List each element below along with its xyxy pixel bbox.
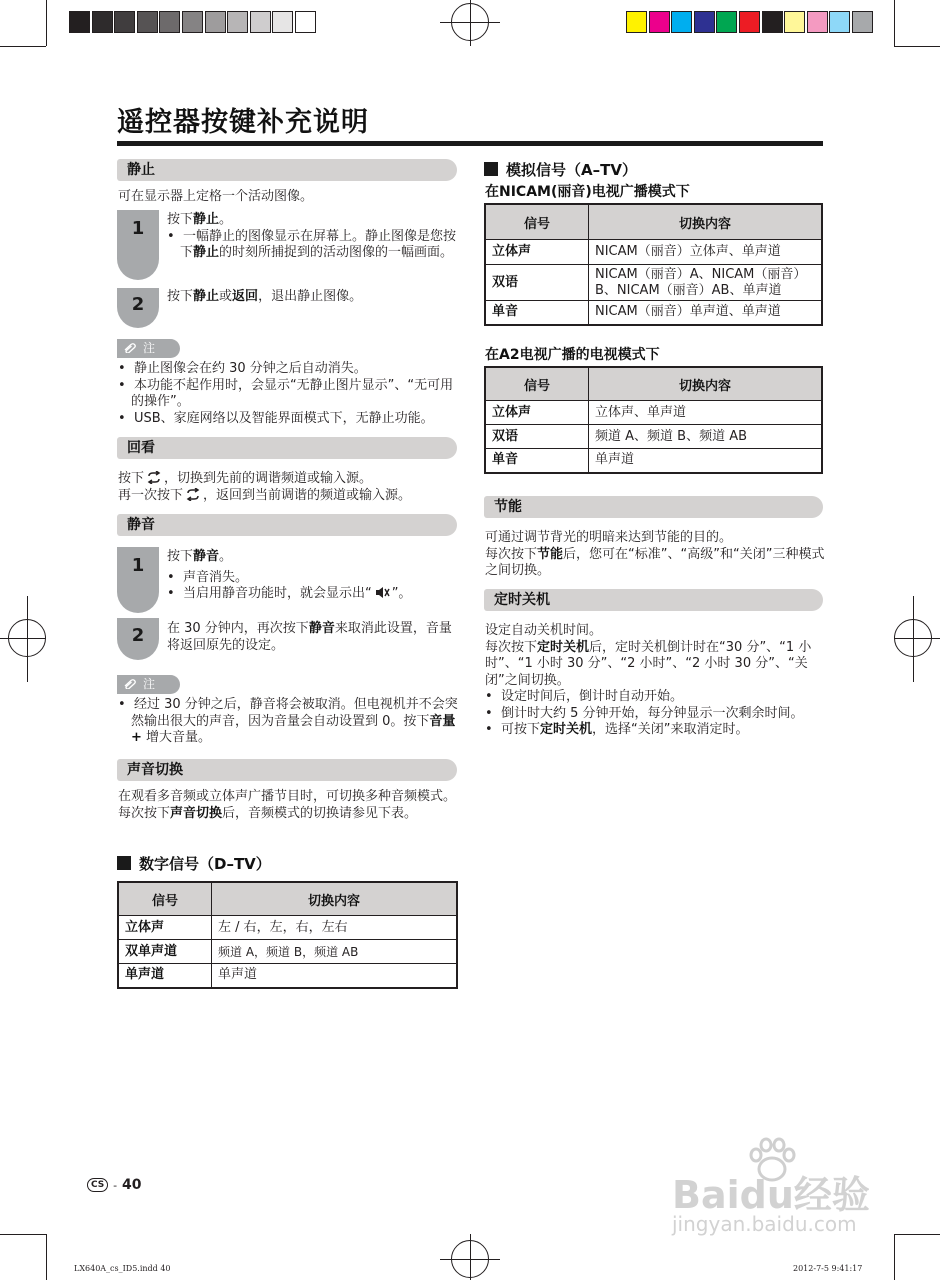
table-row <box>485 401 822 425</box>
freeze-note-item: • USB、家庭网络以及智能界面模式下，无静止功能。 <box>118 410 434 426</box>
section-freeze-heading: 静止 <box>117 159 457 181</box>
flashback-icon <box>146 471 162 484</box>
table-row <box>485 449 822 473</box>
freeze-step2-text: 按下静止或返回，退出静止图像。 <box>167 289 363 304</box>
color-swatch <box>829 11 850 33</box>
freeze-note-item: • 静止图像会在约 30 分钟之后自动消失。 <box>118 361 367 376</box>
table-cell: 单声道 <box>589 449 823 473</box>
gray-swatch <box>205 11 226 33</box>
dtv-heading: 数字信号（D–TV） <box>117 853 271 874</box>
section-flashback-heading: 回看 <box>117 437 457 459</box>
sleep-bullet: • 可按下定时关机，选择“关闭”来取消定时。 <box>485 722 749 737</box>
table-cell: 单声道 <box>212 964 458 988</box>
gray-swatch <box>182 11 203 33</box>
table-header: 切换内容 <box>589 204 823 240</box>
table-cell: 单声道 <box>118 964 212 988</box>
paperclip-icon <box>123 679 137 689</box>
table-row <box>118 916 457 940</box>
mute-note-item: • 经过 30 分钟之后，静音将会被取消。但电视机并不会突然输出很大的声音，因为音量会自动设置到 0。按下音量 + 增大音量。 <box>118 697 458 745</box>
watermark-url: jingyan.baidu.com <box>672 1212 857 1236</box>
freeze-intro: 可在显示器上定格一个活动图像。 <box>118 189 314 204</box>
dtv-table <box>117 881 458 989</box>
print-timestamp: 2012-7-5 9:41:17 <box>793 1264 863 1273</box>
table-cell: 频道 A，频道 B，频道 AB <box>212 940 458 964</box>
table-header: 信号 <box>485 204 589 240</box>
table-cell: NICAM（丽音）立体声、单声道 <box>589 240 823 265</box>
flashback-icon <box>185 488 201 501</box>
audio-text: 在观看多音频或立体声广播节目时，可切换多种音频模式。 每次按下声音切换后，音频模式的切换请参见下表。 <box>118 789 457 821</box>
atv-heading: 模拟信号（A–TV） <box>484 159 637 180</box>
mute-note-tab: 注 <box>117 675 180 694</box>
mute-step1-number: 1 <box>117 547 159 613</box>
color-swatch <box>716 11 737 33</box>
color-swatch <box>739 11 760 33</box>
table-row <box>118 940 457 964</box>
gray-swatch <box>114 11 135 33</box>
gray-swatch <box>227 11 248 33</box>
gray-swatch <box>272 11 293 33</box>
table-cell: 双单声道 <box>118 940 212 964</box>
table-row <box>485 240 822 265</box>
square-bullet-icon <box>484 162 498 176</box>
page-number: 40 <box>122 1177 142 1193</box>
color-swatch <box>784 11 805 33</box>
mute-note <box>118 697 458 747</box>
table-cell: 单音 <box>485 301 589 325</box>
section-sleep-timer-heading: 定时关机 <box>484 589 823 611</box>
table-cell: 立体声 <box>118 916 212 940</box>
table-row <box>485 265 822 301</box>
color-swatch <box>649 11 670 33</box>
mute-step1-bullet: • 当启用静音功能时，就会显示出“ ”。 <box>167 586 412 601</box>
color-swatch <box>852 11 873 33</box>
flashback-text: 按下 ，切换到先前的调谐频道或输入源。 再一次按下 ，返回到当前调谐的频道或输入源。 <box>118 471 412 503</box>
table-cell: 双语 <box>485 425 589 449</box>
table-cell: 单音 <box>485 449 589 473</box>
color-swatch <box>762 11 783 33</box>
table-header: 切换内容 <box>212 882 458 916</box>
table-row <box>485 301 822 325</box>
table-row <box>118 964 457 988</box>
table-cell: 立体声、单声道 <box>589 401 823 425</box>
sleep-bullet: • 设定时间后，倒计时自动开始。 <box>485 689 683 704</box>
freeze-step1-bullet: • 一幅静止的图像显示在屏幕上。静止图像是您按下静止的时刻所捕捉到的活动图像的一幅画面。 <box>167 228 456 260</box>
page-title: 遥控器按键补充说明 <box>117 107 369 138</box>
table-header: 切换内容 <box>589 367 823 401</box>
paperclip-icon <box>123 343 137 353</box>
gray-swatch <box>295 11 316 33</box>
sleep-bullet: • 倒计时大约 5 分钟开始，每分钟显示一次剩余时间。 <box>485 705 804 721</box>
nicam-table <box>484 203 823 326</box>
square-bullet-icon <box>117 856 131 870</box>
page-number-block <box>87 1177 141 1193</box>
gray-swatch <box>137 11 158 33</box>
table-cell: NICAM（丽音）单声道、单声道 <box>589 301 823 325</box>
section-audio-heading: 声音切换 <box>117 759 457 781</box>
mute-step2-number: 2 <box>117 618 159 660</box>
nicam-heading: 在NICAM(丽音)电视广播模式下 <box>485 184 690 200</box>
section-mute-heading: 静音 <box>117 514 457 536</box>
section-power-save-heading: 节能 <box>484 496 823 518</box>
gray-swatch <box>159 11 180 33</box>
color-swatch <box>626 11 647 33</box>
mute-step1-bullet: • 声音消失。 <box>167 569 248 585</box>
mute-icon <box>374 586 390 599</box>
freeze-note-item: • 本功能不起作用时，会显示“无静止图片显示”、“无可用的操作”。 <box>118 377 454 409</box>
color-swatch <box>694 11 715 33</box>
gray-swatch <box>92 11 113 33</box>
table-cell: 双语 <box>485 265 589 301</box>
watermark-brand: Baidu经验 <box>672 1173 870 1217</box>
freeze-step1-text: 按下静止。 • 一幅静止的图像显示在屏幕上。静止图像是您按下静止的时刻所捕捉到的活动图像的一幅画面。 <box>167 212 459 262</box>
table-row <box>485 425 822 449</box>
freeze-note-tab: 注 <box>117 339 180 358</box>
color-swatch <box>671 11 692 33</box>
table-header: 信号 <box>118 882 212 916</box>
file-name: LX640A_cs_ID5.indd 40 <box>74 1264 171 1273</box>
mute-step2-text: 在 30 分钟内，再次按下静音来取消此设置，音量将返回原先的设定。 <box>167 621 452 653</box>
table-cell: 立体声 <box>485 240 589 265</box>
table-header-row <box>118 882 457 916</box>
mute-step1-text: 按下静音。 • 声音消失。 • 当启用静音功能时，就会显示出“ ”。 <box>167 549 459 603</box>
table-header: 信号 <box>485 367 589 401</box>
power-save-text: 可通过调节背光的明暗来达到节能的目的。 每次按下节能后，您可在“标准”、“高级”和“关闭”三种模式之间切换。 <box>485 530 825 578</box>
gray-swatch <box>250 11 271 33</box>
freeze-step2-number: 2 <box>117 288 159 328</box>
a2-table <box>484 366 823 474</box>
a2-heading: 在A2电视广播的电视模式下 <box>485 347 660 363</box>
table-cell: NICAM（丽音）A、NICAM（丽音）B、NICAM（丽音）AB、单声道 <box>589 265 823 301</box>
freeze-notes <box>118 361 458 427</box>
sleep-timer-text: 设定自动关机时间。 每次按下定时关机后，定时关机倒计时在“30 分”、“1 小时”、“1 小时 30 分”、“2 小时”、“2 小时 30 分”、“关闭”之间切换。 • 设定时间后，倒计时自动开始。 • 倒计时大约 5 分钟开始，每分钟显示一次剩余时间。 • 可按下定时关机，选择“关闭”来取消定时。 <box>485 623 825 739</box>
table-cell: 频道 A、频道 B、频道 AB <box>589 425 823 449</box>
page-sep: - <box>113 1179 118 1192</box>
freeze-step1-number: 1 <box>117 210 159 280</box>
gray-swatch <box>69 11 90 33</box>
table-cell: 立体声 <box>485 401 589 425</box>
table-cell: 左 / 右，左，右，左右 <box>212 916 458 940</box>
table-header-row <box>485 367 822 401</box>
color-swatch <box>807 11 828 33</box>
table-header-row <box>485 204 822 240</box>
language-badge: CS <box>87 1178 108 1192</box>
title-rule <box>117 141 823 146</box>
